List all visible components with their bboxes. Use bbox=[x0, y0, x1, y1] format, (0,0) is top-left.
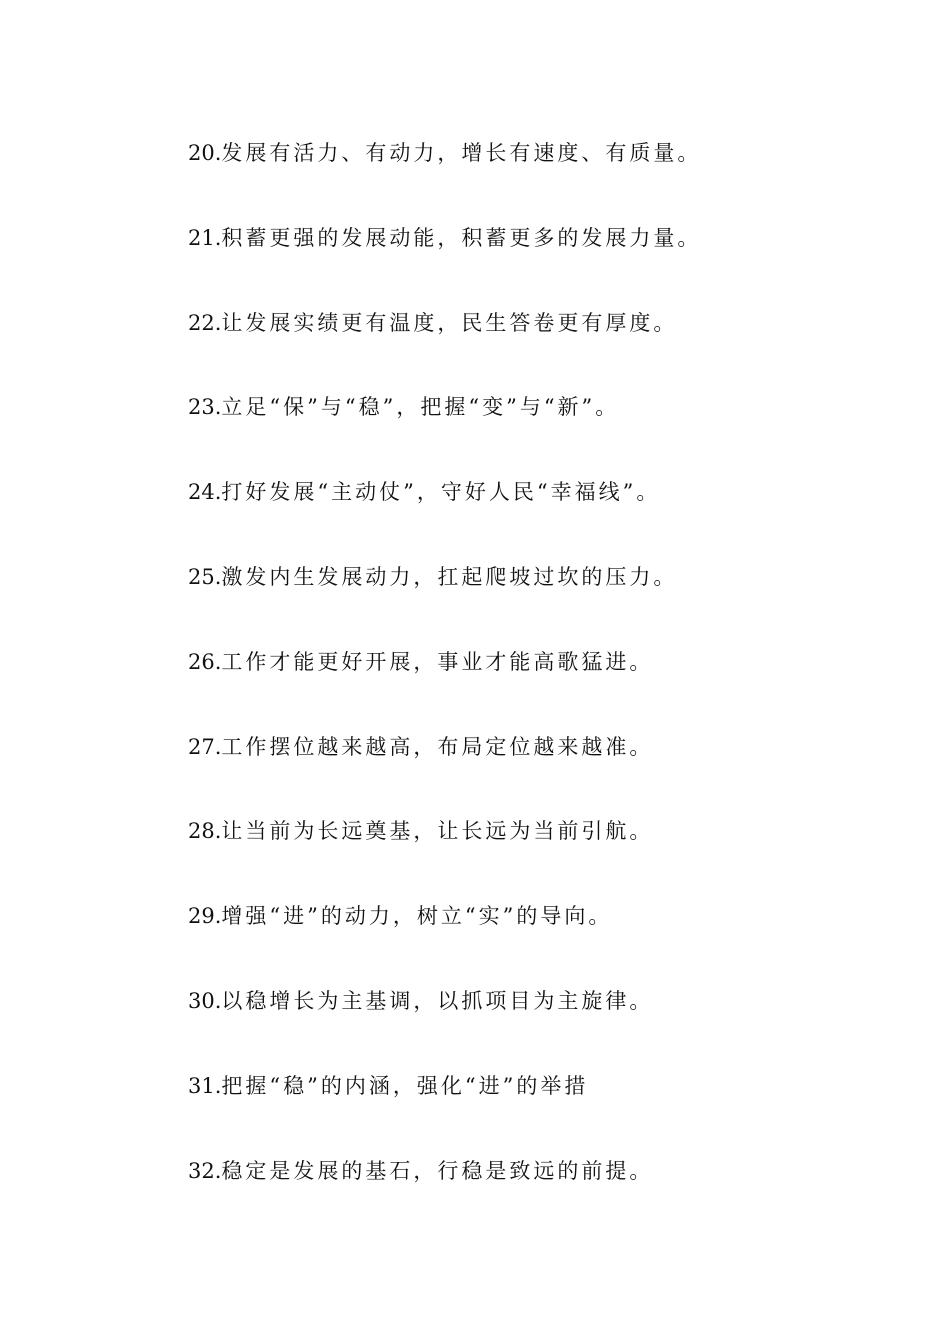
list-item bbox=[188, 1155, 888, 1240]
item-number: 20. bbox=[188, 141, 222, 165]
item-text: 立足“保”与“稳”，把握“变”与“新”。 bbox=[221, 395, 620, 420]
item-number: 23. bbox=[188, 395, 222, 420]
item-number: 26. bbox=[188, 649, 222, 674]
list-item bbox=[188, 1070, 888, 1155]
item-text: 发展有活力、有动力，增长有速度、有质量。 bbox=[221, 141, 702, 165]
item-number: 22. bbox=[188, 310, 222, 335]
item-number: 24. bbox=[188, 480, 222, 505]
item-text: 稳定是发展的基石，行稳是致远的前提。 bbox=[221, 1158, 654, 1183]
item-text: 让发展实绩更有温度，民生答卷更有厚度。 bbox=[221, 310, 678, 335]
item-number: 27. bbox=[188, 734, 222, 759]
item-number: 28. bbox=[188, 819, 222, 844]
item-text: 增强“进”的动力，树立“实”的导向。 bbox=[221, 904, 613, 929]
item-number: 31. bbox=[188, 1073, 222, 1098]
item-number: 21. bbox=[188, 225, 222, 250]
item-number: 30. bbox=[188, 988, 222, 1013]
list-item bbox=[188, 391, 888, 476]
list-item bbox=[188, 731, 888, 816]
list-item bbox=[188, 815, 888, 900]
item-text: 让当前为长远奠基，让长远为当前引航。 bbox=[221, 819, 654, 844]
list-item bbox=[188, 476, 888, 561]
item-text: 打好发展“主动仗”，守好人民“幸福线”。 bbox=[221, 480, 661, 505]
item-text: 以稳增长为主基调，以抓项目为主旋律。 bbox=[221, 988, 654, 1013]
list-item bbox=[188, 561, 888, 646]
list-item bbox=[188, 900, 888, 985]
item-text: 激发内生发展动力，扛起爬坡过坎的压力。 bbox=[221, 564, 678, 589]
list-item bbox=[188, 222, 888, 307]
item-number: 25. bbox=[188, 564, 222, 589]
item-text: 工作才能更好开展，事业才能高歌猛进。 bbox=[221, 649, 654, 674]
list-item bbox=[188, 985, 888, 1070]
item-number: 29. bbox=[188, 904, 222, 929]
item-text: 把握“稳”的内涵，强化“进”的举措 bbox=[221, 1073, 589, 1098]
list-item bbox=[188, 307, 888, 392]
list-item bbox=[188, 646, 888, 731]
item-text: 积蓄更强的发展动能，积蓄更多的发展力量。 bbox=[221, 225, 702, 250]
numbered-list bbox=[188, 137, 888, 1239]
list-item bbox=[188, 137, 888, 222]
item-number: 32. bbox=[188, 1158, 222, 1183]
item-text: 工作摆位越来越高，布局定位越来越准。 bbox=[221, 734, 654, 759]
